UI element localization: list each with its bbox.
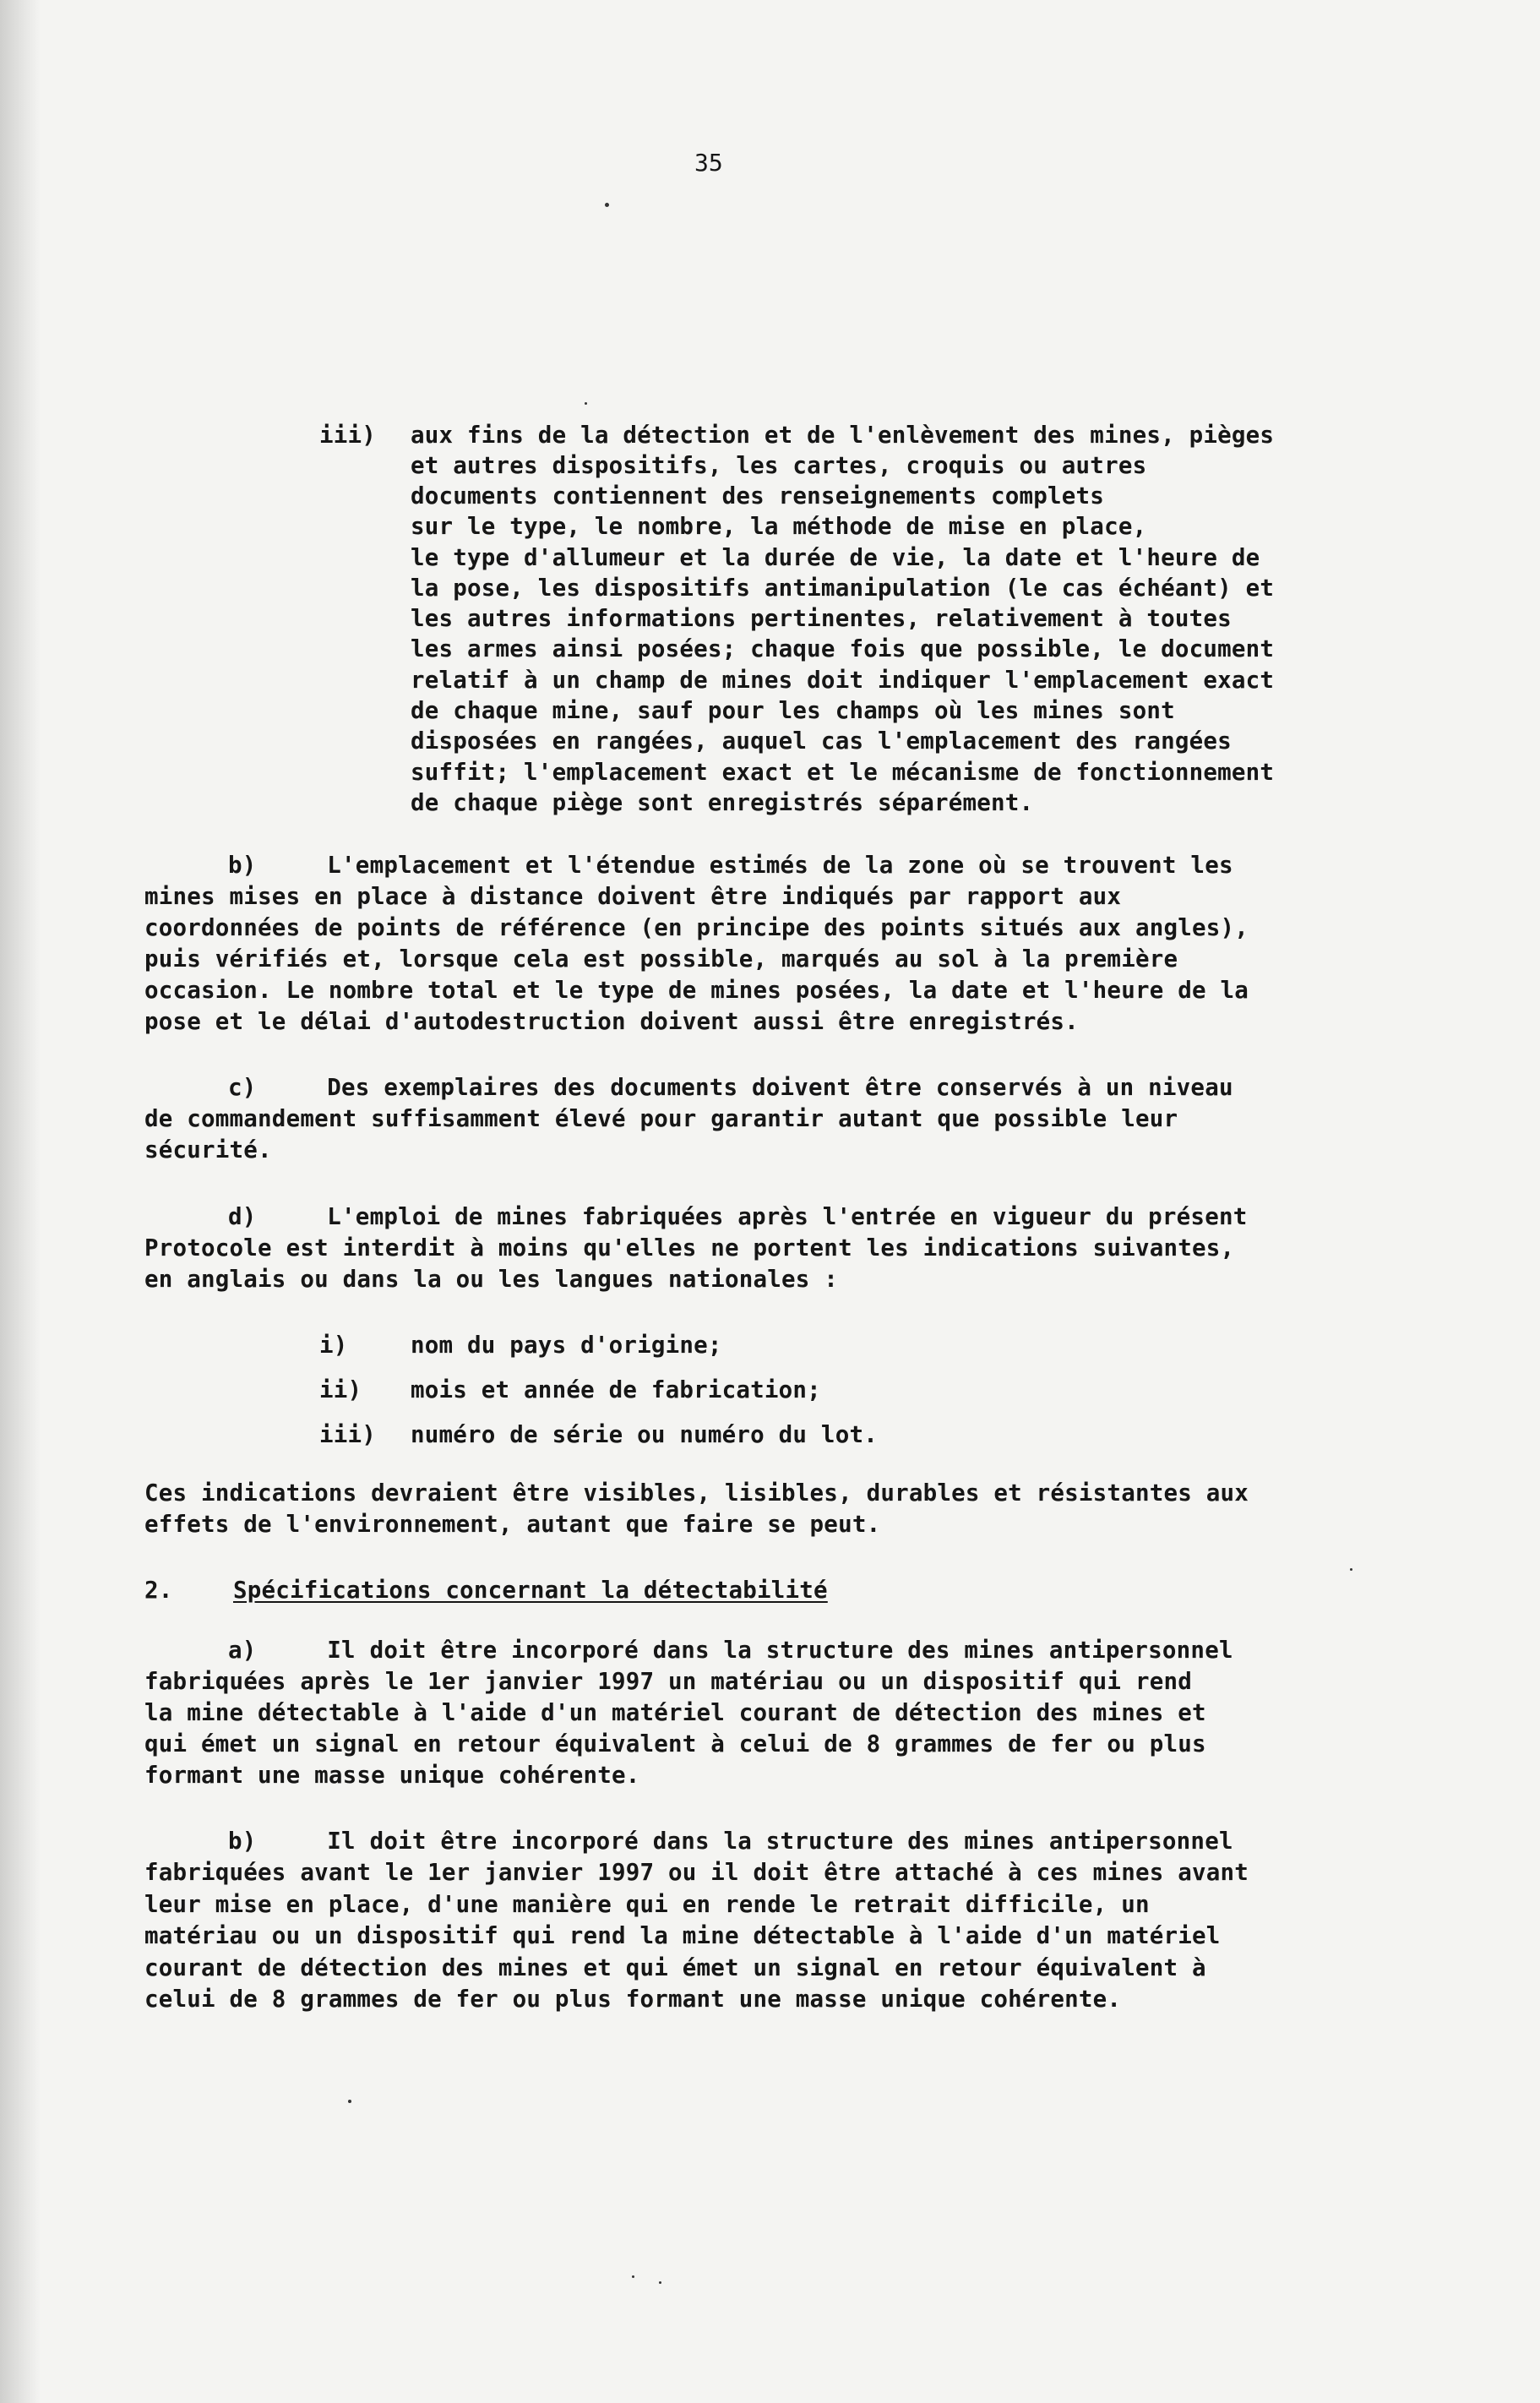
section-2-para-b-line: celui de 8 grammes de fer ou plus formant une masse unique cohérente.: [144, 1986, 1122, 2013]
para-b-line: b) L'emplacement et l'étendue estimés de la zone où se trouvent les: [228, 852, 1233, 879]
para-iii-line: sur le type, le nombre, la méthode de mise en place,: [411, 513, 1147, 540]
para-b-line: occasion. Le nombre total et le type de mines posées, la date et l'heure de la: [144, 977, 1249, 1004]
para-iii-line: relatif à un champ de mines doit indiquer l'emplacement exact: [411, 667, 1275, 694]
para-iii-line: les armes ainsi posées; chaque fois que possible, le document: [411, 635, 1275, 662]
section-2-para-a-line: qui émet un signal en retour équivalent à celui de 8 grammes de fer ou plus: [144, 1730, 1206, 1757]
section-2-para-a-line: formant une masse unique cohérente.: [144, 1762, 640, 1789]
para-b-line: puis vérifiés et, lorsque cela est possible, marqués au sol à la première: [144, 945, 1178, 973]
para-b-line: mines mises en place à distance doivent être indiqués par rapport aux: [144, 883, 1122, 910]
para-c-line: de commandement suffisamment élevé pour garantir autant que possible leur: [144, 1105, 1178, 1132]
para-iii-line: et autres dispositifs, les cartes, croquis ou autres: [411, 452, 1147, 479]
para-iii-line: suffit; l'emplacement exact et le mécanisme de fonctionnement: [411, 759, 1275, 786]
para-iii-line: documents contiennent des renseignements complets: [411, 482, 1105, 509]
para-d-item-text: nom du pays d'origine;: [411, 1332, 722, 1359]
scan-speck: [585, 402, 587, 405]
para-iii-line: disposées en rangées, auquel cas l'emplacement des rangées: [411, 727, 1232, 755]
para-d-line: d) L'emploi de mines fabriquées après l'entrée en vigueur du présent: [228, 1203, 1248, 1230]
scan-edge-shadow: [0, 0, 41, 2403]
para-iii-line: la pose, les dispositifs antimanipulation (le cas échéant) et: [411, 575, 1275, 602]
para-d-item-marker: i): [319, 1332, 348, 1359]
scan-speck: [632, 2275, 634, 2278]
para-c-line: c) Des exemplaires des documents doivent être conservés à un niveau: [228, 1074, 1233, 1101]
page-number: 35: [694, 149, 723, 177]
section-2-para-a-line: a) Il doit être incorporé dans la structure des mines antipersonnel: [228, 1637, 1233, 1664]
para-iii-line: aux fins de la détection et de l'enlèvement des mines, pièges: [411, 422, 1275, 449]
para-c-line: sécurité.: [144, 1136, 272, 1163]
para-d-item-marker: iii): [319, 1421, 377, 1448]
para-b-line: pose et le délai d'autodestruction doivent aussi être enregistrés.: [144, 1008, 1079, 1035]
para-d-item-text: mois et année de fabrication;: [411, 1376, 821, 1403]
para-d-line: en anglais ou dans la ou les langues nationales :: [144, 1266, 839, 1293]
para-d-item-text: numéro de série ou numéro du lot.: [411, 1421, 878, 1448]
section-2-para-b-line: courant de détection des mines et qui émet un signal en retour équivalent à: [144, 1954, 1206, 1981]
section-2-para-a-line: la mine détectable à l'aide d'un matériel courant de détection des mines et: [144, 1699, 1206, 1726]
para-iii-line: de chaque piège sont enregistrés séparément.: [411, 789, 1034, 816]
scan-speck: [659, 2281, 661, 2284]
scan-speck: [605, 203, 609, 207]
scan-speck: [1350, 1568, 1352, 1571]
section-2-para-b-line: b) Il doit être incorporé dans la structure des mines antipersonnel: [228, 1828, 1233, 1855]
para-b-line: coordonnées de points de référence (en principe des points situés aux angles),: [144, 914, 1249, 941]
para-d-item-marker: ii): [319, 1376, 362, 1403]
section-2-para-b-line: leur mise en place, d'une manière qui en rende le retrait difficile, un: [144, 1891, 1150, 1918]
section-2-para-a-line: fabriquées après le 1er janvier 1997 un matériau ou un dispositif qui rend: [144, 1668, 1192, 1695]
section-title: Spécifications concernant la détectabilité: [233, 1577, 828, 1604]
para-iii-line: les autres informations pertinentes, relativement à toutes: [411, 605, 1232, 632]
para-d-closing-line: Ces indications devraient être visibles, lisibles, durables et résistantes aux: [144, 1479, 1249, 1507]
section-2-para-b-line: matériau ou un dispositif qui rend la mine détectable à l'aide d'un matériel: [144, 1922, 1221, 1949]
para-d-closing-line: effets de l'environnement, autant que faire se peut.: [144, 1511, 881, 1538]
para-d-line: Protocole est interdit à moins qu'elles ne portent les indications suivantes,: [144, 1234, 1235, 1261]
scan-speck: [348, 2100, 351, 2103]
para-iii-line: de chaque mine, sauf pour les champs où les mines sont: [411, 697, 1175, 724]
para-iii-line: le type d'allumeur et la durée de vie, la date et l'heure de: [411, 544, 1260, 571]
section-number: 2.: [144, 1577, 173, 1604]
para-iii-marker: iii): [319, 422, 377, 449]
section-2-para-b-line: fabriquées avant le 1er janvier 1997 ou il doit être attaché à ces mines avant: [144, 1859, 1249, 1886]
